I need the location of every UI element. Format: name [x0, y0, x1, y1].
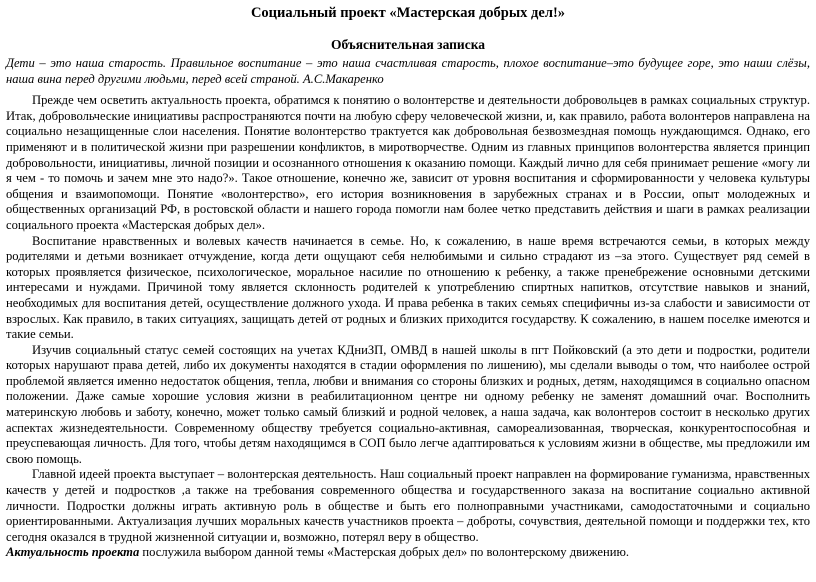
paragraph-social-status: Изучив социальный статус семей состоящих на учетах КДниЗП, ОМВД в нашей школы в пгт Пойковский (а это дети и подростки, родители которых нарушают права детей, либо их документы находятся в стадии оформления по лишению), мы сделали выводы о том, что наиболее острой проблемой является именно недостаток общения, тепла, любви и внимания со стороны близких и родных, детям, находящимся в социально опасном положении. Даже самые хорошие условия жизни в реабилитационном центре ни одному ребенку не заменят домашний очаг. Восполнить материнскую любовь и заботу, конечно, может только самый близкий и родной человек, а наша задача, как волонтеров состоит в несколько других аспектах жизнедеятельности. Современному обществу требуется социально-активная, самореализованная, творческая, конкурентоспособная и преуспевающая личность. Для того, чтобы детям находящимся в СОП было легче адаптироваться к условиям жизни в обществе, мы предложили им свою помощь. [6, 342, 810, 466]
paragraph-family: Воспитание нравственных и волевых качеств начинается в семье. Но, к сожалению, в наше время встречаются семьи, в которых между родителями и детьми возникает отчуждение, когда дети ощущают себя нелюбимыми и сильно страдают из –за этого. Существует ряд семей в которых проявляется физическое, психологическое, моральное насилие по отношению к ребенку, а также пренебрежение основными детскими интересами и нуждами. Причиной тому является склонность родителей к употреблению спиртных напитков, отсутствие навыков и знаний, необходимых для воспитания детей, осуществление должного ухода. И права ребенка в таких семьях специфичны из-за слабости и зависимости от взрослых. Как правило, в таких ситуациях, защищать детей от родных и близких приходится государству. К сожалению, в нашем поселке имеются и такие семьи. [6, 233, 810, 342]
document-subtitle: Объяснительная записка [330, 37, 486, 52]
closing-text: послужила выбором данной темы «Мастерская добрых дел» по волонтерскому движению. [139, 545, 630, 560]
document-title: Социальный проект «Мастерская добрых дел!» [250, 5, 566, 21]
closing-lead-term: Актуальность проекта [6, 545, 140, 560]
paragraph-main-idea: Главной идеей проекта выступает – волонтерская деятельность. Наш социальный проект направлен на формирование гуманизма, нравственных качеств у детей и подростков ,а также на требования современного общества и государственного заказа на воспитание социально активной личности. Подростки должны играть активную роль в обществе и быть его полноправными участниками, самодостаточными и социально ориентированными. Актуализация лучших моральных качеств участников проекта – доброты, сочувствия, деятельной помощи и поддержки тех, кто сегодня оказался в трудной жизненной ситуации и, возможно, потерял веру в общество. [6, 467, 810, 544]
epigraph: Дети – это наша старость. Правильное воспитание – это наша счастливая старость, плохое воспитание–это будущее горе, это наши слёзы, наша вина перед другими людьми, перед всей страной. А.С.Макаренко [6, 56, 810, 86]
paragraph-volunteering: Прежде чем осветить актуальность проекта, обратимся к понятию о волонтерстве и деятельности добровольцев в рамках социальных структур. Итак, добровольческие инициативы распространяются почти на любую сферу человеческой жизни, и, как правило, работа волонтеров направлена на социально незащищенные слои населения. Понятие волонтерство трактуется как добровольная безвозмездная помощь нуждающимся. Однако, его применяют и в политической жизни при разрешении конфликтов, в миротворчестве. Одним из главных принципов волонтерства является принцип добровольности, инициативы, личной позиции и осознанного отношения к оказанию помощи. Каждый лично для себя принимает решение «могу ли я чем - то помочь и зачем мне это надо?». Такое отношение, конечно же, зависит от уровня воспитания и сформированности у человека культуры общения и взаимопомощи. Понятие «волонтерство», его история возникновения в зарубежных странах и в России, опыт молодежных и общественных организаций РФ, в ростовской области и нашего города помогли нам более четко представить действия и шаги в рамках реализации социального проекта «Мастерская добрых дел». [6, 93, 810, 232]
closing-line [6, 545, 810, 561]
